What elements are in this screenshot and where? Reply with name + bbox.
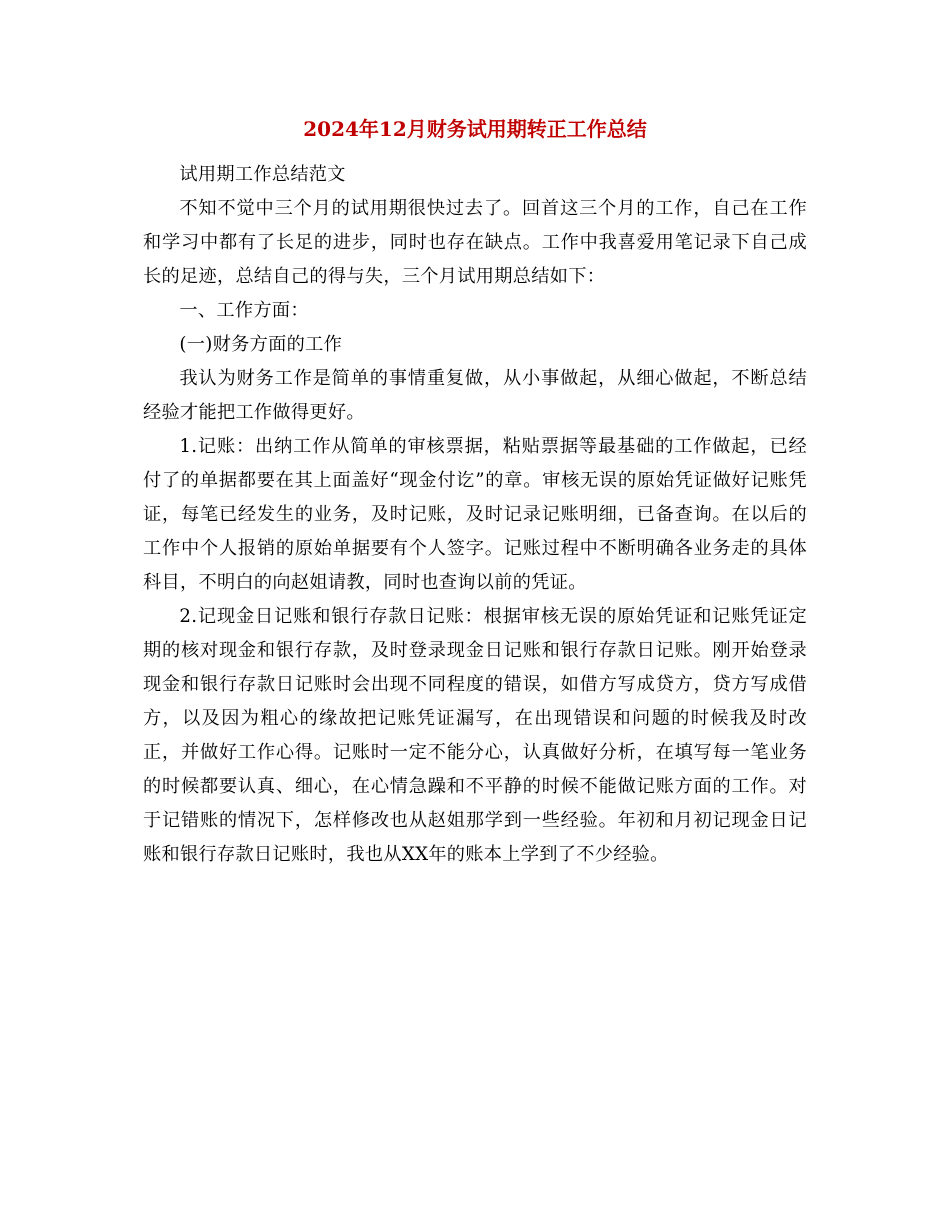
subsection-heading-finance: (一)财务方面的工作: [179, 334, 343, 355]
section-heading-work: 一、工作方面：: [179, 300, 309, 321]
paragraph-bookkeeping: 1.记账：出纳工作从简单的审核票据，粘贴票据等最基础的工作做起，已经付了的单据都要在其上面盖好“现金付讫”的章。审核无误的原始凭证做好记账凭证，每笔已经发生的业务，及时记账，及时记录记账明细，已备查询。在以后的工作中个人报销的原始单据要有个人签字。记账过程中不断明确各业务走的具体科目，不明白的向赵姐请教，同时也查询以前的凭证。: [143, 436, 807, 593]
paragraph-subtitle: 试用期工作总结范文: [179, 164, 346, 185]
paragraph-journal: 2.记现金日记账和银行存款日记账：根据审核无误的原始凭证和记账凭证定期的核对现金和银行存款，及时登录现金日记账和银行存款日记账。刚开始登录现金和银行存款日记账时会出现不同程度的错误，如借方写成贷方，贷方写成借方，以及因为粗心的缘故把记账凭证漏写，在出现错误和问题的时候我及时改正，并做好工作心得。记账时一定不能分心，认真做好分析，在填写每一笔业务的时候都要认真、细心，在心情急躁和不平静的时候不能做记账方面的工作。对于记错账的情况下，怎样修改也从赵姐那学到一些经验。年初和月初记现金日记账和银行存款日记账时，我也从XX年的账本上学到了不少经验。: [143, 606, 807, 865]
paragraph-finance-view: 我认为财务工作是简单的事情重复做，从小事做起，从细心做起，不断总结经验才能把工作做得更好。: [143, 368, 807, 423]
document-body: [143, 158, 807, 872]
paragraph-intro: 不知不觉中三个月的试用期很快过去了。回首这三个月的工作，自己在工作和学习中都有了长足的进步，同时也存在缺点。工作中我喜爱用笔记录下自己成长的足迹，总结自己的得与失，三个月试用期总结如下：: [143, 198, 807, 287]
document-title: 2024年12月财务试用期转正工作总结: [303, 117, 647, 141]
